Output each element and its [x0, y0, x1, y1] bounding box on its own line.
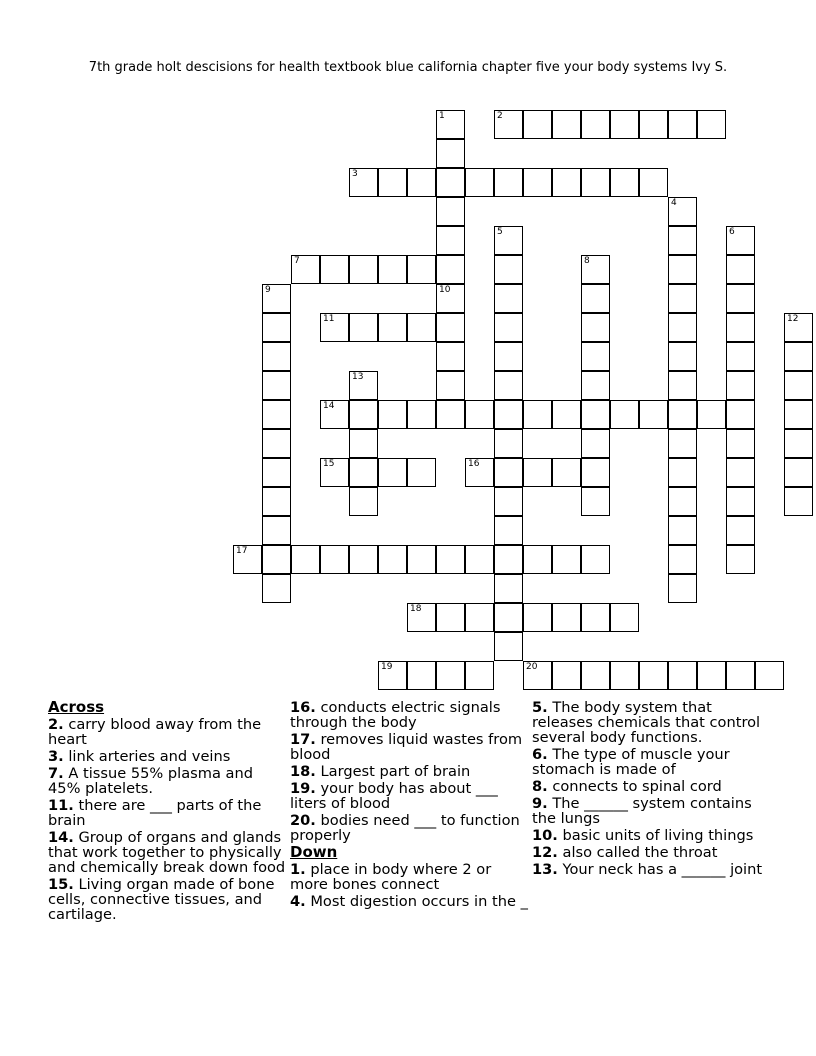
grid-cell[interactable]: [668, 284, 697, 313]
grid-cell[interactable]: [581, 371, 610, 400]
grid-cell[interactable]: [407, 661, 436, 690]
grid-cell[interactable]: [494, 313, 523, 342]
grid-cell[interactable]: [494, 516, 523, 545]
clue-across-11: 11. there are ___ parts of the brain: [48, 797, 262, 829]
grid-cell[interactable]: [581, 168, 610, 197]
grid-cell[interactable]: [726, 487, 755, 516]
grid-cell[interactable]: [494, 110, 523, 139]
cell-number: 6: [729, 227, 735, 237]
grid-cell[interactable]: [320, 313, 349, 342]
grid-cell[interactable]: [465, 603, 494, 632]
grid-cell[interactable]: [494, 255, 523, 284]
cell-number: 7: [294, 256, 300, 266]
grid-cell[interactable]: [552, 168, 581, 197]
cell-number: 13: [352, 372, 364, 382]
grid-cell[interactable]: [436, 284, 465, 313]
grid-cell[interactable]: [465, 458, 494, 487]
grid-cell[interactable]: [407, 545, 436, 574]
clue-down-1: 1. place in body where 2 or more bones connect: [290, 861, 492, 893]
clue-across-19: 19. your body has about ___ liters of blood: [290, 780, 498, 812]
clue-across-3: 3. link arteries and veins: [48, 748, 231, 765]
cell-number: 9: [265, 285, 271, 295]
grid-cell[interactable]: [262, 313, 291, 342]
cell-number: 1: [439, 111, 445, 121]
page-title: 7th grade holt descisions for health textbook blue california chapter five your body systems Ivy S.: [88, 60, 728, 75]
grid-cell[interactable]: [668, 516, 697, 545]
grid-cell[interactable]: [668, 545, 697, 574]
grid-cell[interactable]: [262, 516, 291, 545]
grid-cell[interactable]: [668, 110, 697, 139]
clue-down-6: 6. The type of muscle your stomach is made of: [532, 746, 730, 778]
clue-down-4: 4. Most digestion occurs in the _: [290, 893, 528, 910]
grid-cell[interactable]: [465, 661, 494, 690]
clue-across-16: 16. conducts electric signals through the body: [290, 699, 501, 731]
clue-across-7: 7. A tissue 55% plasma and 45% platelets.: [48, 765, 254, 797]
grid-cell[interactable]: [697, 110, 726, 139]
grid-cell[interactable]: [726, 458, 755, 487]
grid-cell[interactable]: [349, 545, 378, 574]
grid-cell[interactable]: [726, 226, 755, 255]
grid-cell[interactable]: [581, 545, 610, 574]
grid-cell[interactable]: [291, 545, 320, 574]
grid-cell[interactable]: [407, 400, 436, 429]
grid-cell[interactable]: [494, 487, 523, 516]
grid-cell[interactable]: [726, 255, 755, 284]
grid-cell[interactable]: [320, 400, 349, 429]
grid-cell[interactable]: [378, 545, 407, 574]
grid-cell[interactable]: [784, 429, 813, 458]
grid-cell[interactable]: [262, 371, 291, 400]
grid-cell[interactable]: [436, 342, 465, 371]
grid-cell[interactable]: [262, 400, 291, 429]
across-heading: Across: [48, 698, 105, 716]
grid-cell[interactable]: [291, 255, 320, 284]
cell-number: 18: [410, 604, 422, 614]
grid-cell[interactable]: [436, 139, 465, 168]
clue-across-2: 2. carry blood away from the heart: [48, 716, 262, 748]
grid-cell[interactable]: [552, 545, 581, 574]
clue-across-17: 17. removes liquid wastes from blood: [290, 731, 523, 763]
grid-cell[interactable]: [349, 487, 378, 516]
grid-cell[interactable]: [320, 458, 349, 487]
clue-column-1: [48, 700, 286, 924]
grid-cell[interactable]: [668, 371, 697, 400]
grid-cell[interactable]: [436, 371, 465, 400]
grid-cell[interactable]: [407, 603, 436, 632]
grid-cell[interactable]: [697, 661, 726, 690]
cell-number: 10: [439, 285, 451, 295]
grid-cell[interactable]: [349, 429, 378, 458]
grid-cell[interactable]: [349, 371, 378, 400]
grid-cell[interactable]: [581, 255, 610, 284]
grid-cell[interactable]: [262, 574, 291, 603]
cell-number: 2: [497, 111, 503, 121]
grid-cell[interactable]: [523, 458, 552, 487]
grid-cell[interactable]: [378, 458, 407, 487]
grid-cell[interactable]: [668, 661, 697, 690]
grid-cell[interactable]: [552, 110, 581, 139]
grid-cell[interactable]: [610, 603, 639, 632]
grid-cell[interactable]: [668, 313, 697, 342]
grid-cell[interactable]: [523, 545, 552, 574]
grid-cell[interactable]: [668, 429, 697, 458]
grid-cell[interactable]: [349, 168, 378, 197]
grid-cell[interactable]: [523, 603, 552, 632]
grid-cell[interactable]: [436, 661, 465, 690]
grid-cell[interactable]: [581, 487, 610, 516]
cell-number: 4: [671, 198, 677, 208]
grid-cell[interactable]: [494, 429, 523, 458]
grid-cell[interactable]: [320, 545, 349, 574]
grid-cell[interactable]: [262, 487, 291, 516]
grid-cell[interactable]: [668, 574, 697, 603]
grid-cell[interactable]: [262, 342, 291, 371]
grid-cell[interactable]: [436, 545, 465, 574]
grid-cell[interactable]: [726, 661, 755, 690]
cell-number: 12: [787, 314, 799, 324]
grid-cell[interactable]: [494, 574, 523, 603]
grid-cell[interactable]: [668, 400, 697, 429]
grid-cell[interactable]: [726, 400, 755, 429]
grid-cell[interactable]: [726, 342, 755, 371]
clue-down-9: 9. The ______ system contains the lungs: [532, 795, 752, 827]
grid-cell[interactable]: [465, 545, 494, 574]
grid-cell[interactable]: [668, 458, 697, 487]
grid-cell[interactable]: [552, 603, 581, 632]
grid-cell[interactable]: [407, 313, 436, 342]
grid-cell[interactable]: [378, 661, 407, 690]
clue-across-20: 20. bodies need ___ to function properly: [290, 812, 520, 844]
grid-cell[interactable]: [320, 255, 349, 284]
grid-cell[interactable]: [581, 603, 610, 632]
grid-cell[interactable]: [726, 545, 755, 574]
grid-cell[interactable]: [349, 313, 378, 342]
grid-cell[interactable]: [349, 458, 378, 487]
grid-cell[interactable]: [784, 342, 813, 371]
clue-down-12: 12. also called the throat: [532, 844, 718, 861]
grid-cell[interactable]: [349, 255, 378, 284]
grid-cell[interactable]: [407, 168, 436, 197]
grid-cell[interactable]: [581, 284, 610, 313]
grid-cell[interactable]: [552, 661, 581, 690]
grid-cell[interactable]: [378, 313, 407, 342]
grid-cell[interactable]: [233, 545, 262, 574]
grid-cell[interactable]: [436, 197, 465, 226]
down-heading: Down: [290, 843, 338, 861]
grid-cell[interactable]: [639, 168, 668, 197]
clue-down-5: 5. The body system that releases chemicals that control several body functions.: [532, 699, 761, 746]
cell-number: 8: [584, 256, 590, 266]
grid-cell[interactable]: [581, 342, 610, 371]
grid-cell[interactable]: [436, 255, 465, 284]
grid-cell[interactable]: [668, 255, 697, 284]
grid-cell[interactable]: [378, 400, 407, 429]
grid-cell[interactable]: [494, 632, 523, 661]
grid-cell[interactable]: [494, 371, 523, 400]
grid-cell[interactable]: [523, 661, 552, 690]
cell-number: 15: [323, 459, 335, 469]
grid-cell[interactable]: [378, 255, 407, 284]
clue-down-10: 10. basic units of living things: [532, 827, 754, 844]
grid-cell[interactable]: [494, 603, 523, 632]
cell-number: 11: [323, 314, 335, 324]
grid-cell[interactable]: [784, 487, 813, 516]
grid-cell[interactable]: [610, 110, 639, 139]
grid-cell[interactable]: [726, 371, 755, 400]
grid-cell[interactable]: [581, 313, 610, 342]
grid-cell[interactable]: [755, 661, 784, 690]
grid-cell[interactable]: [494, 545, 523, 574]
grid-cell[interactable]: [726, 284, 755, 313]
clue-down-8: 8. connects to spinal cord: [532, 778, 722, 795]
grid-cell[interactable]: [436, 110, 465, 139]
grid-cell[interactable]: [610, 168, 639, 197]
grid-cell[interactable]: [610, 400, 639, 429]
grid-cell[interactable]: [581, 400, 610, 429]
grid-cell[interactable]: [639, 661, 668, 690]
grid-cell[interactable]: [407, 255, 436, 284]
grid-cell[interactable]: [668, 342, 697, 371]
grid-cell[interactable]: [494, 168, 523, 197]
grid-cell[interactable]: [726, 516, 755, 545]
grid-cell[interactable]: [407, 458, 436, 487]
grid-cell[interactable]: [465, 400, 494, 429]
grid-cell[interactable]: [494, 284, 523, 313]
cell-number: 3: [352, 169, 358, 179]
cell-number: 20: [526, 662, 538, 672]
grid-cell[interactable]: [784, 313, 813, 342]
grid-cell[interactable]: [262, 284, 291, 313]
grid-cell[interactable]: [262, 545, 291, 574]
cell-number: 5: [497, 227, 503, 237]
grid-cell[interactable]: [378, 168, 407, 197]
clue-across-15: 15. Living organ made of bone cells, connective tissues, and cartilage.: [48, 876, 275, 923]
grid-cell[interactable]: [552, 458, 581, 487]
grid-cell[interactable]: [349, 400, 378, 429]
grid-cell[interactable]: [494, 458, 523, 487]
grid-cell[interactable]: [784, 371, 813, 400]
grid-cell[interactable]: [668, 197, 697, 226]
grid-cell[interactable]: [552, 400, 581, 429]
grid-cell[interactable]: [639, 400, 668, 429]
grid-cell[interactable]: [639, 110, 668, 139]
grid-cell[interactable]: [436, 226, 465, 255]
clue-column-3: [532, 700, 772, 879]
grid-cell[interactable]: [523, 400, 552, 429]
grid-cell[interactable]: [726, 429, 755, 458]
grid-cell[interactable]: [494, 400, 523, 429]
cell-number: 19: [381, 662, 393, 672]
grid-cell[interactable]: [523, 168, 552, 197]
grid-cell[interactable]: [668, 487, 697, 516]
grid-cell[interactable]: [581, 429, 610, 458]
grid-cell[interactable]: [581, 110, 610, 139]
cell-number: 17: [236, 546, 248, 556]
grid-cell[interactable]: [697, 400, 726, 429]
grid-cell[interactable]: [262, 458, 291, 487]
clue-across-14: 14. Group of organs and glands that work together to physically and chemically break down food: [48, 829, 286, 876]
grid-cell[interactable]: [523, 110, 552, 139]
grid-cell[interactable]: [581, 458, 610, 487]
grid-cell[interactable]: [581, 661, 610, 690]
grid-cell[interactable]: [436, 400, 465, 429]
grid-cell[interactable]: [610, 661, 639, 690]
cell-number: 16: [468, 459, 480, 469]
clue-down-13: 13. Your neck has a ______ joint: [532, 861, 763, 878]
grid-cell[interactable]: [494, 342, 523, 371]
grid-cell[interactable]: [784, 400, 813, 429]
clue-across-18: 18. Largest part of brain: [290, 763, 471, 780]
grid-cell[interactable]: [436, 313, 465, 342]
cell-number: 14: [323, 401, 335, 411]
grid-cell[interactable]: [668, 226, 697, 255]
clue-column-2: [290, 700, 528, 911]
grid-cell[interactable]: [465, 168, 494, 197]
grid-cell[interactable]: [494, 226, 523, 255]
grid-cell[interactable]: [436, 168, 465, 197]
grid-cell[interactable]: [436, 603, 465, 632]
grid-cell[interactable]: [784, 458, 813, 487]
grid-cell[interactable]: [262, 429, 291, 458]
grid-cell[interactable]: [726, 313, 755, 342]
